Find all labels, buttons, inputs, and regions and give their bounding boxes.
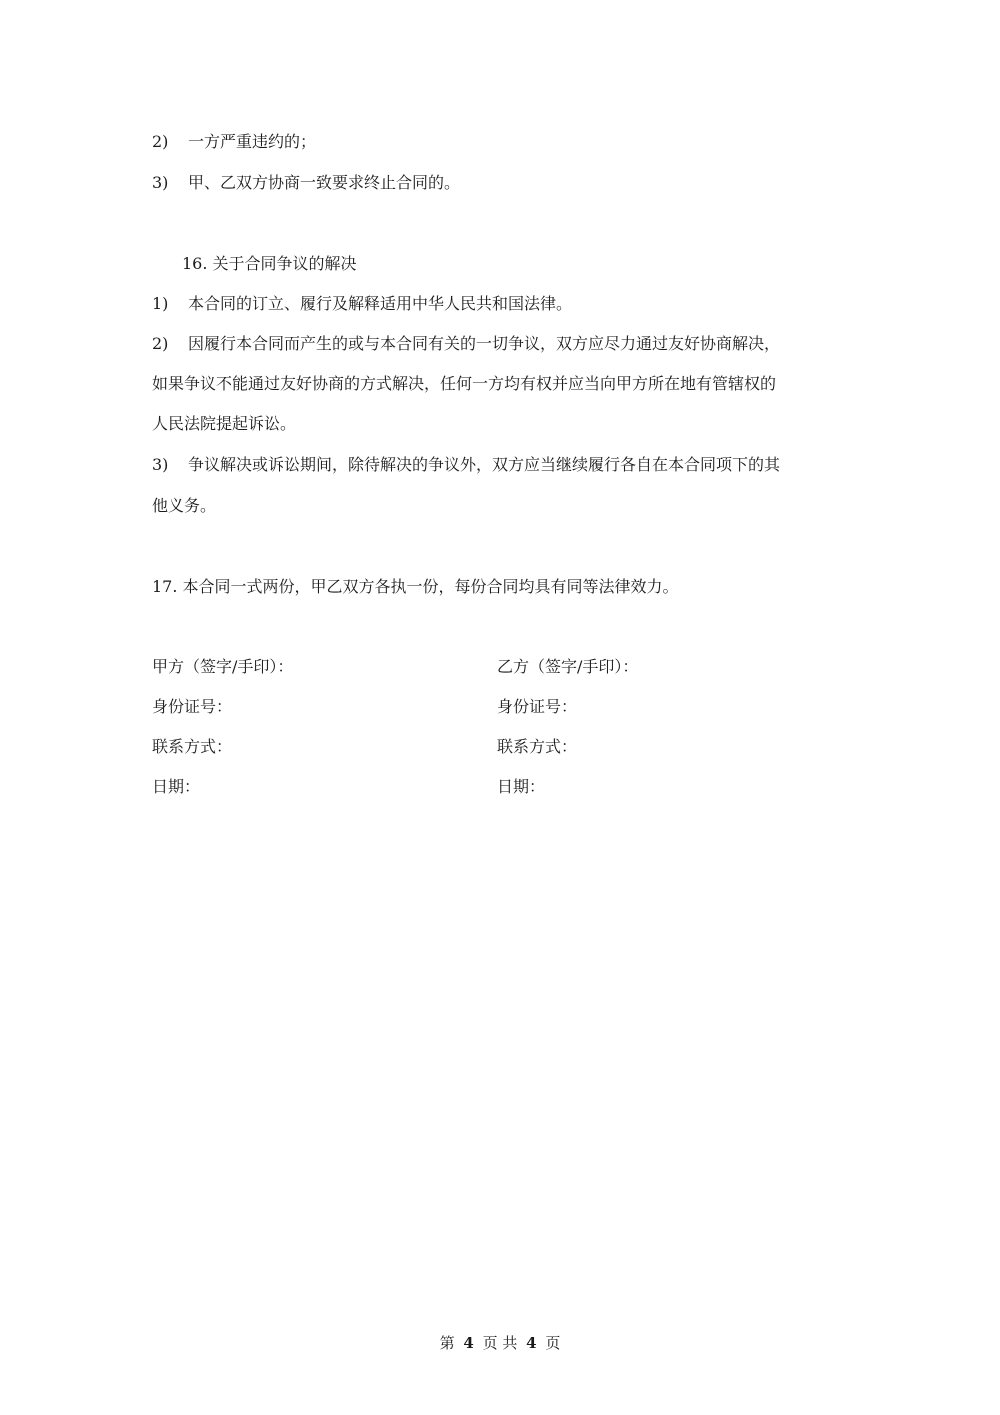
section-16-item-2 (152, 334, 780, 354)
item-number: 1) (152, 294, 169, 313)
section-16-item-3-cont: 他义务。 (152, 496, 217, 515)
party-a-contact-label: 联系方式： (152, 737, 233, 756)
item-number: 3) (152, 173, 169, 192)
item-text: 争议解决或诉讼期间，除待解决的争议外，双方应当继续履行各自在本合同项下的其 (188, 455, 781, 474)
footer-middle: 页 共 (482, 1334, 518, 1352)
item-text: 甲、乙双方协商一致要求终止合同的。 (188, 173, 461, 192)
section-16-heading: 16. 关于合同争议的解决 (182, 254, 357, 273)
item-number: 2) (152, 132, 169, 151)
footer-prefix: 第 (439, 1334, 455, 1352)
item-text: 因履行本合同而产生的或与本合同有关的一切争议，双方应尽力通过友好协商解决， (188, 334, 781, 353)
party-b-date-label: 日期： (497, 777, 546, 796)
party-b-id-label: 身份证号： (497, 697, 578, 716)
item-number: 2) (152, 334, 169, 353)
current-page-number: 4 (463, 1334, 474, 1352)
item-text: 本合同的订立、履行及解释适用中华人民共和国法律。 (188, 294, 573, 313)
party-a-sign-label: 甲方（签字/手印）： (152, 657, 294, 676)
section-16-item-1 (152, 294, 572, 314)
clause-15-item-3 (152, 173, 460, 193)
section-16-item-3 (152, 455, 780, 475)
section-16-item-2-cont-2: 人民法院提起诉讼。 (152, 414, 297, 433)
item-number: 3) (152, 455, 169, 474)
section-17: 17. 本合同一式两份，甲乙双方各执一份，每份合同均具有同等法律效力。 (152, 577, 679, 596)
page-footer (0, 1333, 1000, 1353)
section-16-item-2-cont-1: 如果争议不能通过友好协商的方式解决，任何一方均有权并应当向甲方所在地有管辖权的 (152, 374, 777, 393)
total-page-count: 4 (526, 1334, 537, 1352)
party-b-sign-label: 乙方（签字/手印）： (497, 657, 639, 676)
footer-suffix: 页 (545, 1334, 561, 1352)
party-b-contact-label: 联系方式： (497, 737, 578, 756)
item-text: 一方严重违约的； (188, 132, 317, 151)
clause-15-item-2 (152, 132, 316, 152)
party-a-date-label: 日期： (152, 777, 201, 796)
party-a-id-label: 身份证号： (152, 697, 233, 716)
